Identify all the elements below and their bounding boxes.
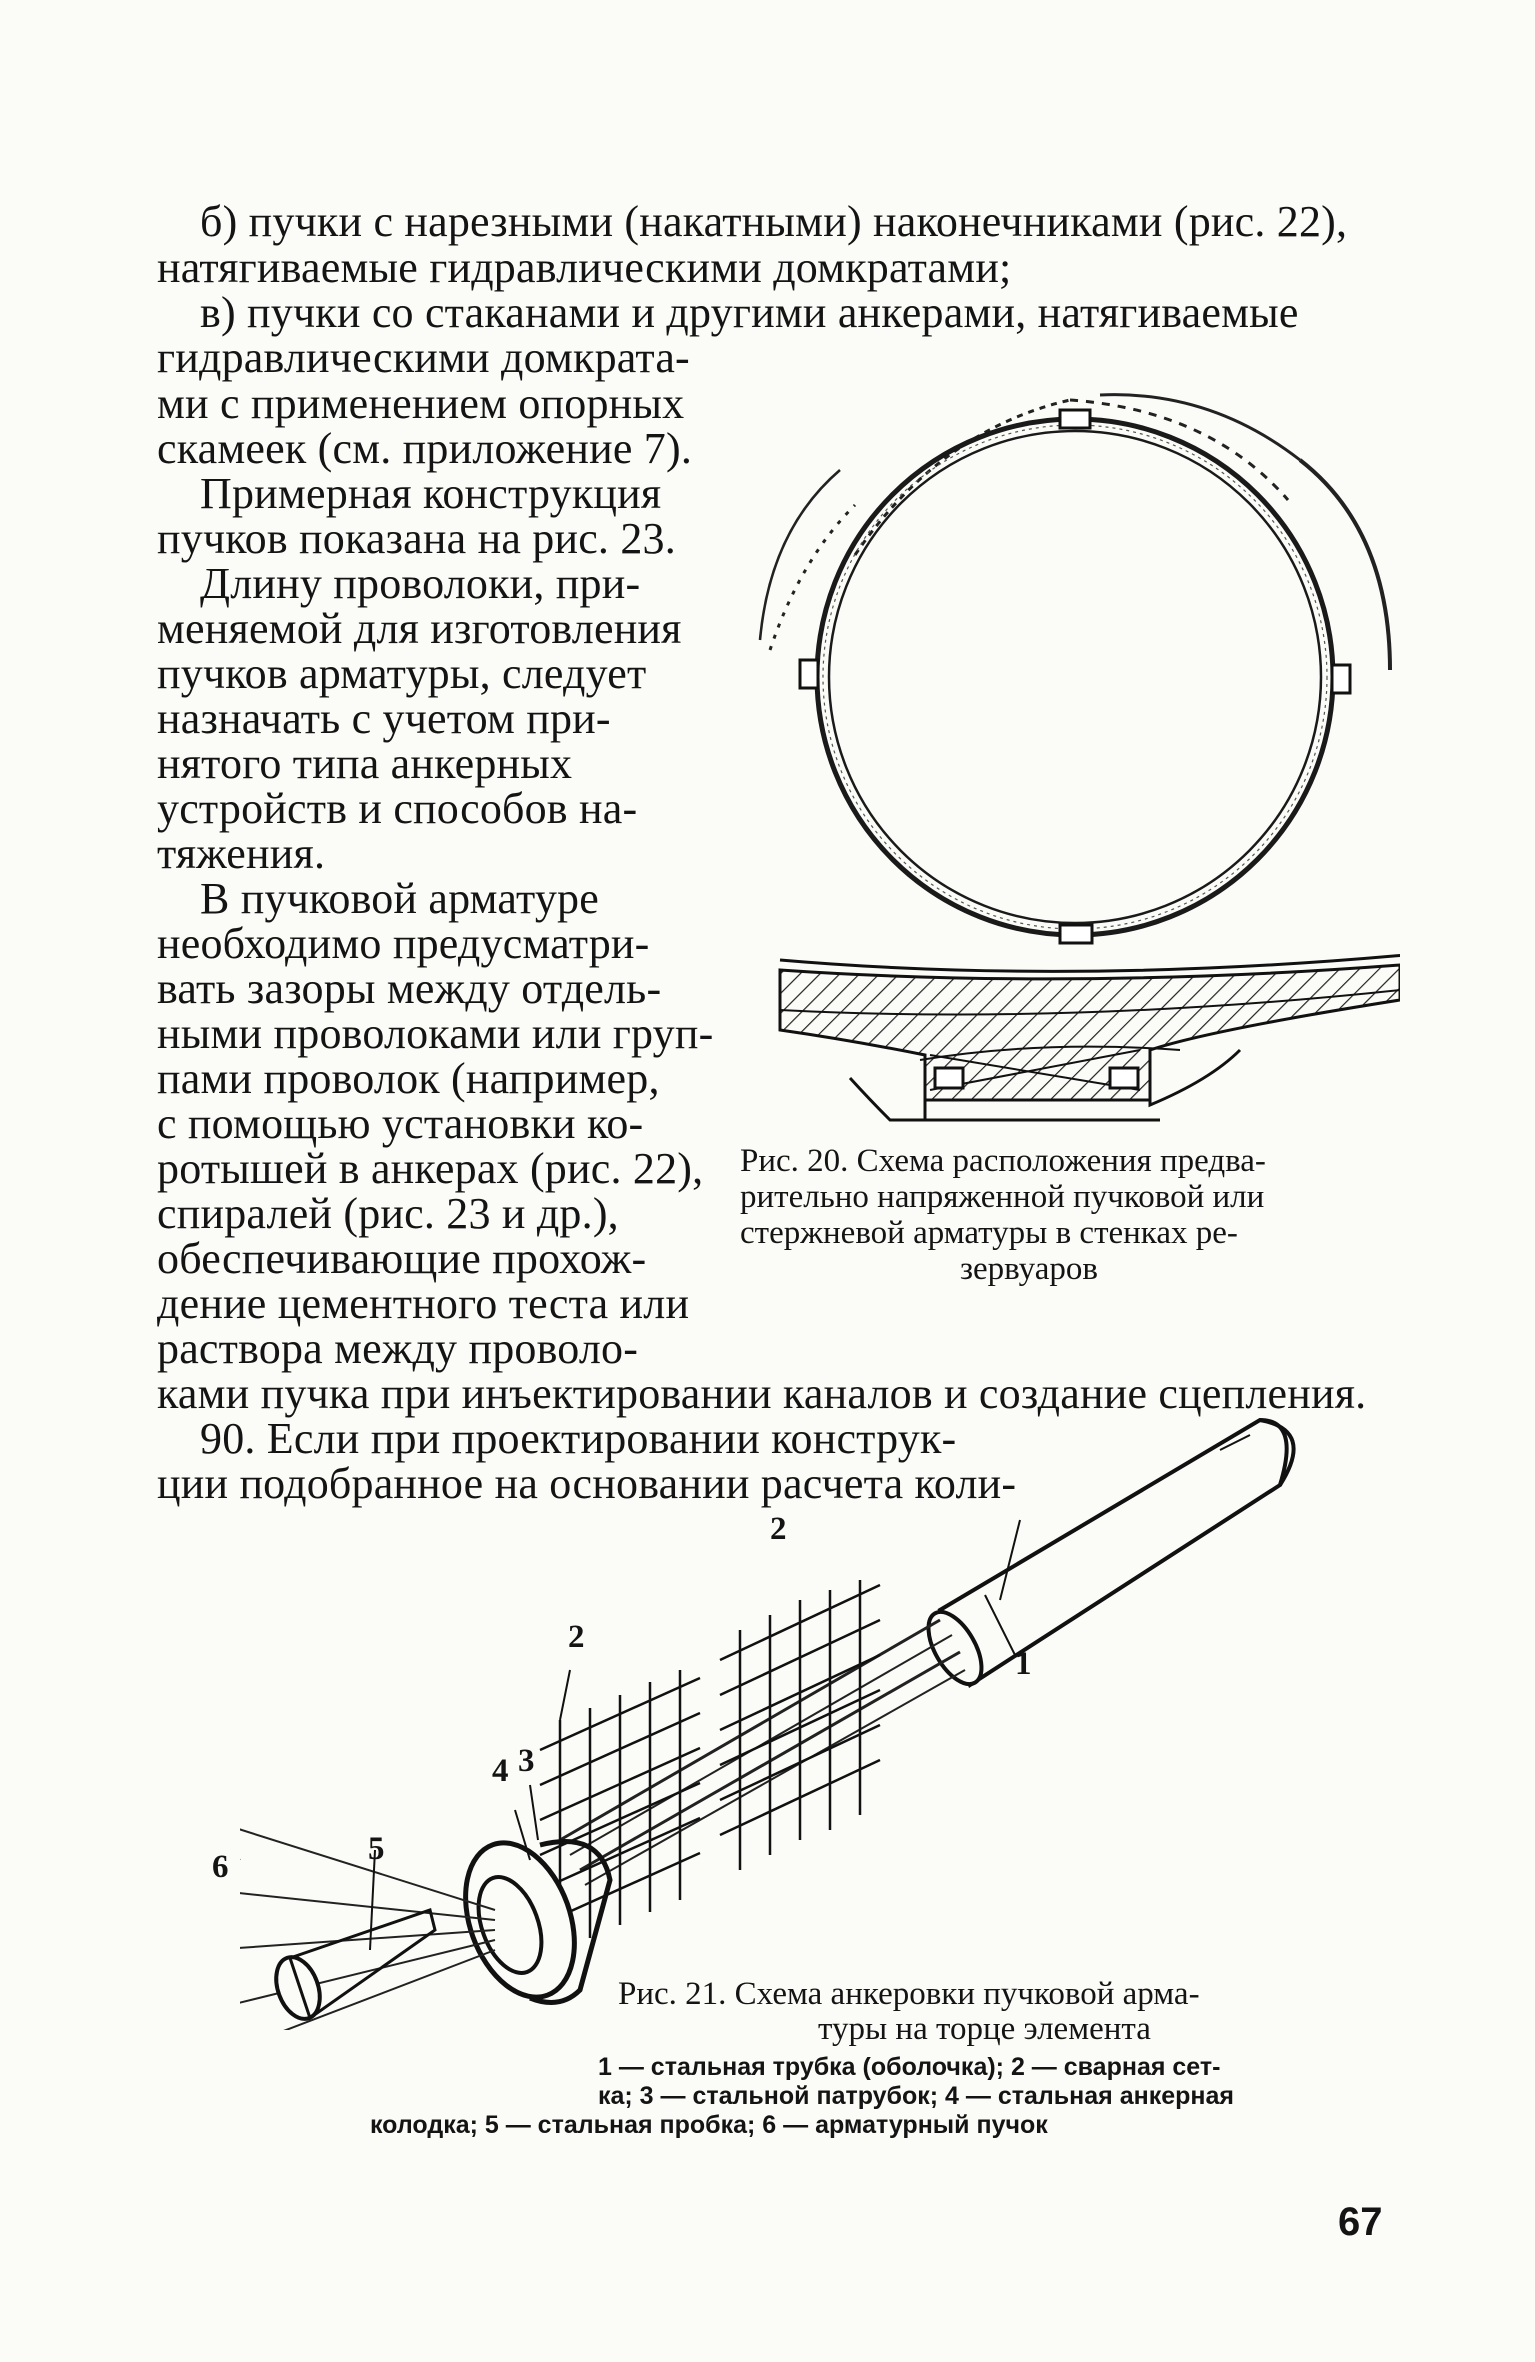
text-line: ции подобранное на основании расчета коли- (157, 1459, 1017, 1508)
figure-20-caption: рительно напряженной пучковой или (740, 1179, 1265, 1215)
figure-20-caption: зервуаров (960, 1251, 1098, 1287)
text-line: необходимо предусматри- (157, 919, 650, 968)
text-line: раствора между проволо- (157, 1324, 639, 1373)
text-line: б) пучки с нарезными (накатными) наконечниками (рис. 22), (200, 197, 1348, 246)
text-line: ками пучка при инъектировании каналов и создание сцепления. (157, 1369, 1367, 1418)
figure-21-drawing (240, 1390, 1300, 2030)
figure-21-legend: ка; 3 — стальной патрубок; 4 — стальная анкерная (598, 2082, 1234, 2110)
figure-label-6: 6 (212, 1849, 229, 1885)
text-line: с помощью установки ко- (157, 1099, 644, 1148)
text-line: устройств и способов на- (157, 784, 638, 833)
figure-21-legend: 1 — стальная трубка (оболочка); 2 — сварная сет- (598, 2053, 1221, 2081)
text-line: нятого типа анкерных (157, 739, 573, 788)
figure-21-caption: туры на торце элемента (818, 2011, 1151, 2047)
text-line: меняемой для изготовления (157, 604, 682, 653)
figure-20-drawing (740, 360, 1400, 1140)
figure-label-2: 2 (770, 1511, 787, 1547)
figure-label-4: 4 (492, 1753, 509, 1789)
figure-label-3: 3 (518, 1743, 535, 1779)
text-line: Длину проволоки, при- (200, 559, 641, 608)
text-line: пами проволок (например, (157, 1054, 660, 1103)
text-line: ротышей в анкерах (рис. 22), (157, 1144, 704, 1193)
text-line: В пучковой арматуре (200, 874, 599, 923)
text-line: вать зазоры между отдель- (157, 964, 662, 1013)
figure-label-2: 2 (568, 1619, 585, 1655)
text-line: пучков арматуры, следует (157, 649, 647, 698)
text-line: Примерная конструкция (200, 469, 662, 518)
text-line: пучков показана на рис. 23. (157, 514, 676, 563)
text-line: тяжения. (157, 829, 326, 878)
text-line: гидравлическими домкрата- (157, 333, 690, 382)
text-line: назначать с учетом при- (157, 694, 611, 743)
figure-label-1: 1 (1015, 1646, 1032, 1682)
figure-21-caption: Рис. 21. Схема анкеровки пучковой арма- (618, 1976, 1200, 2012)
figure-21-legend: колодка; 5 — стальная пробка; 6 — арматурный пучок (370, 2111, 1048, 2139)
text-line: обеспечивающие прохож- (157, 1234, 647, 1283)
text-line: дение цементного теста или (157, 1279, 690, 1328)
text-line: спиралей (рис. 23 и др.), (157, 1189, 619, 1238)
text-line: скамеек (см. приложение 7). (157, 424, 693, 473)
text-line: ными проволоками или груп- (157, 1009, 714, 1058)
figure-label-5: 5 (368, 1831, 385, 1867)
figure-20-caption: стержневой арматуры в стенках ре- (740, 1215, 1238, 1251)
page-number: 67 (1338, 2200, 1383, 2244)
figure-20-caption: Рис. 20. Схема расположения предва- (740, 1143, 1266, 1179)
text-line: в) пучки со стаканами и другими анкерами, натягиваемые (200, 288, 1299, 337)
text-line: ми с применением опорных (157, 379, 685, 428)
text-line: натягиваемые гидравлическими домкратами; (157, 243, 1012, 292)
text-line: 90. Если при проектировании конструк- (200, 1414, 957, 1463)
